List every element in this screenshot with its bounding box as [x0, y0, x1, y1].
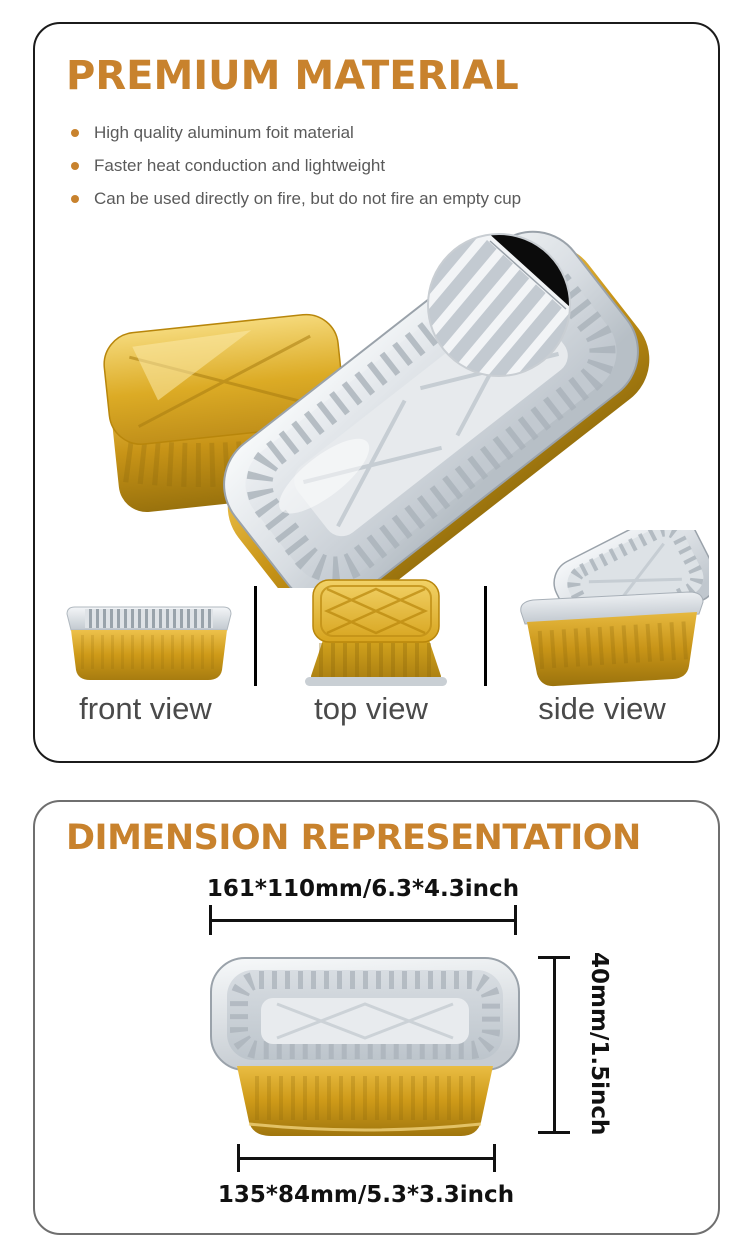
top-view-image — [293, 576, 459, 694]
feature-bullet-text: Faster heat conduction and lightweight — [94, 156, 386, 175]
height-dimension-text: 40mm/1.5inch — [586, 952, 612, 1136]
height-dimension-line — [538, 956, 570, 1134]
bullet-dot-icon — [71, 162, 79, 170]
side-view-label: side view — [538, 691, 666, 726]
bottom-dimension-text: 135*84mm/5.3*3.3inch — [217, 1182, 515, 1208]
view-divider — [484, 586, 487, 686]
premium-material-panel — [33, 22, 720, 763]
dimension-panel — [33, 800, 720, 1235]
feature-bullet — [69, 155, 521, 176]
front-view-image — [59, 600, 239, 684]
bottom-dimension-line — [237, 1144, 496, 1172]
bullet-dot-icon — [71, 129, 79, 137]
dimension-product-image — [203, 946, 528, 1146]
premium-material-title: PREMIUM MATERIAL — [66, 53, 519, 99]
top-dimension-line — [209, 905, 517, 935]
front-view-label: front view — [79, 691, 212, 726]
dimension-title: DIMENSION REPRESENTATION — [66, 818, 641, 858]
view-divider — [254, 586, 257, 686]
feature-bullet — [69, 122, 521, 143]
feature-bullet-text: Can be used directly on fire, but do not fire an empty cup — [94, 189, 522, 208]
feature-bullet-text: High quality aluminum foit material — [94, 123, 354, 142]
top-view-label: top view — [314, 691, 428, 726]
top-dimension-text: 161*110mm/6.3*4.3inch — [206, 876, 520, 902]
side-view-image — [513, 530, 709, 692]
